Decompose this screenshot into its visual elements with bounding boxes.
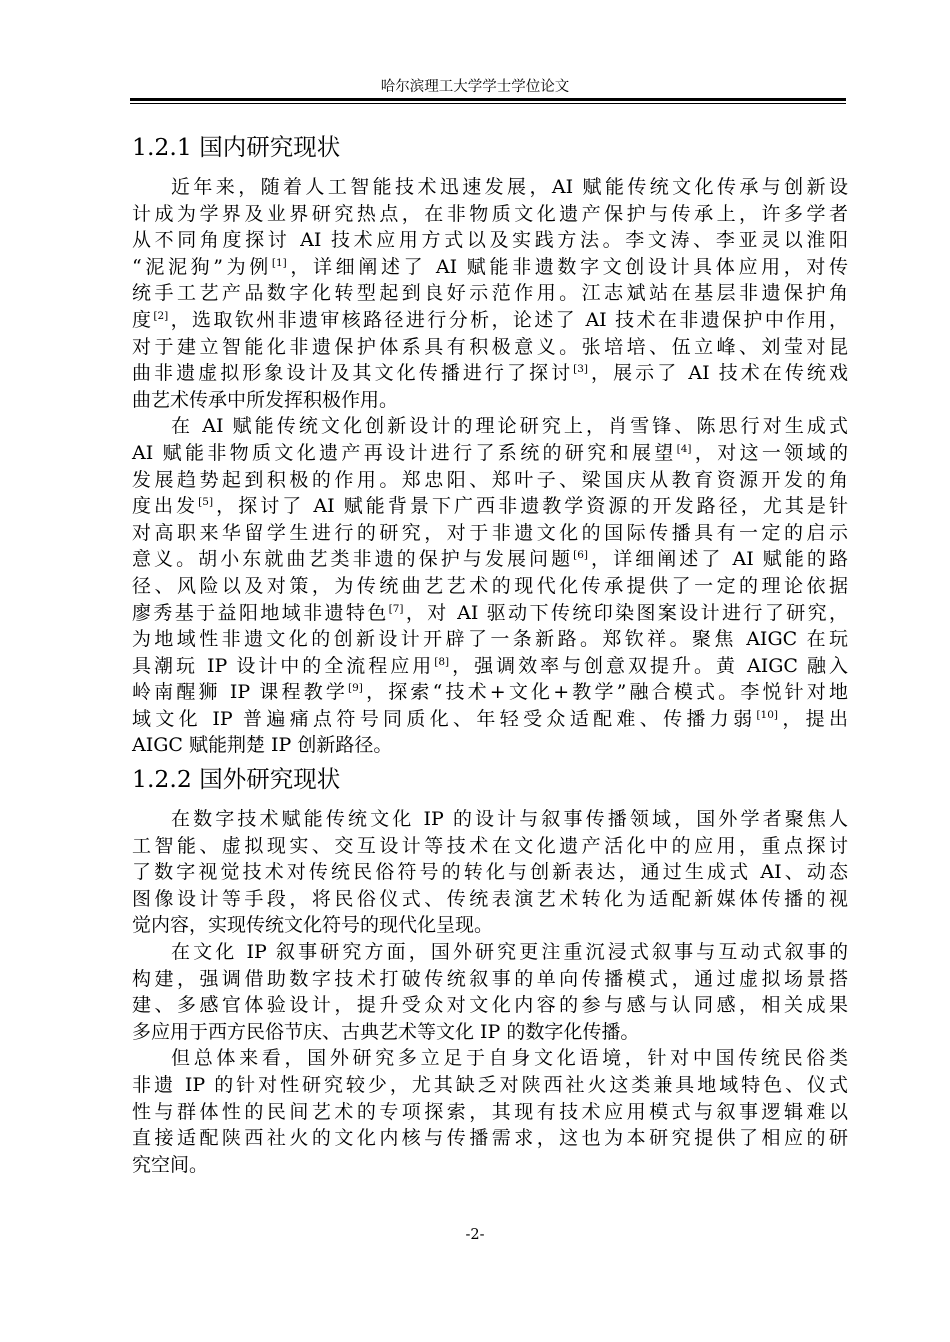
line-text: 径、风险以及对策，为传统曲艺艺术的现代化传承提供了一定的理论依据: [132, 574, 848, 597]
text-line: [132, 806, 848, 833]
text-line: [132, 440, 848, 467]
section-heading: 1.2.1 国内研究现状: [132, 133, 341, 161]
text-line: [132, 573, 848, 600]
paragraph: [132, 939, 848, 1045]
text-line: [132, 387, 848, 414]
line-text-continued: ，强调效率与创意双提升。黄 AIGC 融入: [449, 654, 848, 677]
text-line: [132, 280, 848, 307]
text-line: [132, 886, 848, 913]
paragraph: [132, 1045, 848, 1178]
line-text: 建、多感官体验设计，提升受众对文化内容的参与感与认同感，相关成果: [132, 994, 848, 1017]
line-text: 岭南醒狮 IP 课程教学: [132, 681, 349, 704]
line-text: 对于建立智能化非遗保护体系具有积极意义。张培培、伍立峰、刘莹对昆: [132, 335, 848, 358]
line-text: 但总体来看，国外研究多立足于自身文化语境，针对中国传统民俗类: [171, 1047, 848, 1070]
line-text: 对高职来华留学生进行的研究，对于非遗文化的国际传播具有一定的启示: [132, 521, 848, 544]
line-text: 在 AI 赋能传统文化创新设计的理论研究上，肖雪锋、陈思行对生成式: [171, 415, 848, 438]
text-line: [132, 413, 848, 440]
line-text: 图像设计等手段，将民俗仪式、传统表演艺术转化为适配新媒体传播的视: [132, 887, 848, 910]
citation-marker[interactable]: [5]: [198, 496, 214, 509]
text-line: [132, 600, 848, 627]
line-text: 曲非遗虚拟形象设计及其文化传播进行了探讨: [132, 362, 574, 385]
line-text-continued: ，选取钦州非遗审核路径进行分析，论述了 AI 技术在非遗保护中作用，: [168, 308, 848, 331]
line-text: 计成为学界及业界研究热点，在非物质文化遗产保护与传承上，许多学者: [132, 202, 848, 225]
citation-marker[interactable]: [2]: [153, 309, 169, 322]
line-text: 工智能、虚拟现实、交互设计等技术在文化遗产活化中的应用，重点探讨: [132, 834, 848, 857]
citation-marker[interactable]: [8]: [434, 655, 450, 668]
line-text-continued: ，详细阐述了 AI 赋能的路: [588, 548, 848, 571]
citation-marker[interactable]: [1]: [271, 256, 287, 269]
line-text: 非遗 IP 的针对性研究较少，尤其缺乏对陕西社火这类兼具地域特色、仪式: [132, 1074, 848, 1096]
line-text: 觉内容，实现传统文化符号的现代化呈现。: [132, 914, 494, 937]
text-line: [132, 467, 848, 494]
text-line: [132, 493, 848, 520]
line-text: 在数字技术赋能传统文化 IP 的设计与叙事传播领域，国外学者聚焦人: [171, 808, 848, 831]
paragraph: [132, 806, 848, 939]
header-rule-thin: [130, 103, 846, 104]
text-line: [132, 1125, 848, 1152]
text-line: [132, 1019, 848, 1046]
line-text-continued: ，探索“技术+文化+教学”融合模式。李悦针对地: [362, 681, 848, 704]
citation-marker[interactable]: [10]: [756, 708, 778, 721]
line-text-continued: ，详细阐述了 AI 赋能非遗数字文创设计具体应用，对传: [286, 255, 848, 278]
text-line: [132, 520, 848, 547]
text-line: [132, 732, 848, 759]
line-text: 近年来，随着人工智能技术迅速发展，AI 赋能传统文化传承与创新设: [171, 176, 848, 198]
text-line: [132, 254, 848, 281]
paragraph: [132, 413, 848, 759]
citation-marker[interactable]: [7]: [388, 602, 404, 615]
line-text: 统手工艺产品数字化转型起到良好示范作用。江志斌站在基层非遗保护角: [132, 282, 848, 305]
line-text-continued: ，展示了 AI 技术在传统戏: [588, 362, 848, 385]
line-text-continued: ，对这一领域的: [691, 441, 848, 464]
text-line: [132, 653, 848, 680]
text-line: [132, 939, 848, 966]
text-line: [132, 966, 848, 993]
line-text: 度出发: [132, 495, 199, 518]
text-line: [132, 859, 848, 886]
line-text: 究空间。: [132, 1153, 209, 1176]
line-text: 意义。胡小东就曲艺类非遗的保护与发展问题: [132, 548, 574, 571]
line-text: 在文化 IP 叙事研究方面，国外研究更注重沉浸式叙事与互动式叙事的: [171, 941, 848, 964]
running-header: 哈尔滨理工大学学士学位论文: [380, 79, 570, 95]
text-line: [132, 706, 848, 733]
paragraph: [132, 174, 848, 413]
line-text: 从不同角度探讨 AI 技术应用方式以及实践方法。李文涛、李亚灵以淮阳: [132, 229, 848, 252]
line-text-continued: ，提出: [777, 707, 848, 730]
text-line: [132, 626, 848, 653]
line-text: 度: [132, 308, 154, 331]
line-text: AI 赋能非物质文化遗产再设计进行了系统的研究和展望: [132, 441, 677, 464]
text-line: [132, 334, 848, 361]
text-line: [132, 1045, 848, 1072]
line-text: 曲艺术传承中所发挥积极作用。: [132, 388, 399, 411]
text-line: [132, 1072, 848, 1099]
line-text: 为地域性非遗文化的创新设计开辟了一条新路。郑钦祥。聚焦 AIGC 在玩: [132, 628, 848, 651]
line-text: 了数字视觉技术对传统民俗符号的转化与创新表达，通过生成式 AI、动态: [132, 861, 848, 884]
citation-marker[interactable]: [9]: [348, 682, 363, 695]
section-heading: 1.2.2 国外研究现状: [132, 765, 341, 794]
text-line: [132, 1099, 848, 1126]
line-text: 域文化 IP 普遍痛点符号同质化、年轻受众适配难、传播力弱: [132, 707, 757, 730]
citation-marker[interactable]: [6]: [573, 549, 588, 562]
line-text-continued: ，探讨了 AI 赋能背景下广西非遗教学资源的开发路径，尤其是针: [213, 495, 848, 518]
line-text: 性与群体性的民间艺术的专项探索，其现有技术应用模式与叙事逻辑难以: [132, 1100, 848, 1123]
text-line: [132, 833, 848, 860]
text-line: [132, 546, 848, 573]
line-text: 构建，强调借助数字技术打破传统叙事的单向传播模式，通过虚拟场景搭: [132, 967, 848, 990]
text-line: [132, 174, 848, 201]
line-text-continued: ，对 AI 驱动下传统印染图案设计进行了研究，: [403, 601, 848, 624]
text-line: [132, 679, 848, 706]
citation-marker[interactable]: [3]: [573, 363, 588, 376]
line-text: 多应用于西方民俗节庆、古典艺术等文化 IP 的数字化传播。: [132, 1020, 640, 1043]
line-text: 直接适配陕西社火的文化内核与传播需求，这也为本研究提供了相应的研: [132, 1127, 848, 1150]
text-line: [132, 360, 848, 387]
line-text: AIGC 赋能荆楚 IP 创新路径。: [132, 734, 393, 757]
line-text: 廖秀基于益阳地域非遗特色: [132, 601, 389, 624]
citation-marker[interactable]: [4]: [676, 442, 692, 455]
text-line: [132, 201, 848, 228]
line-text: 发展趋势起到积极的作用。郑忠阳、郑叶子、梁国庆从教育资源开发的角: [132, 468, 848, 491]
text-line: [132, 992, 848, 1019]
line-text: 具潮玩 IP 设计中的全流程应用: [132, 654, 435, 677]
body-content: [132, 131, 848, 1178]
line-text: “泥泥狗”为例: [132, 255, 272, 278]
page-number: -2-: [465, 1227, 485, 1243]
header-rule-thick: [130, 98, 846, 101]
text-line: [132, 912, 848, 939]
text-line: [132, 1152, 848, 1179]
text-line: [132, 227, 848, 254]
text-line: [132, 307, 848, 334]
